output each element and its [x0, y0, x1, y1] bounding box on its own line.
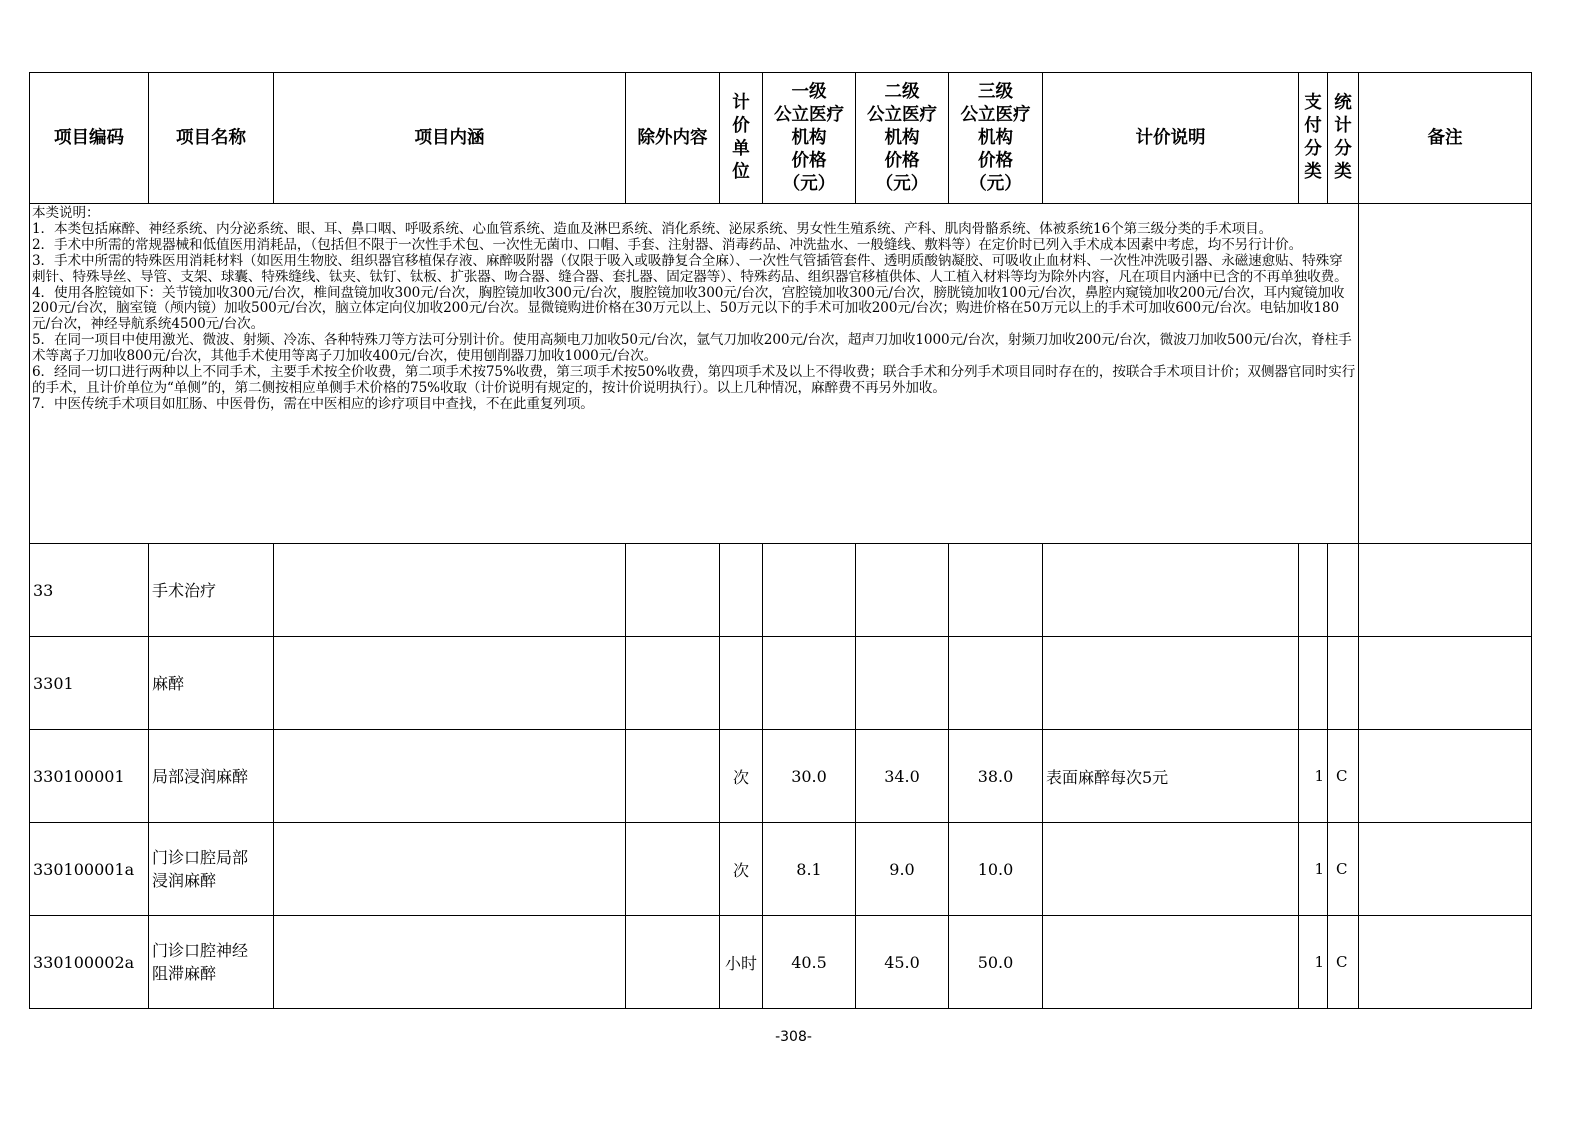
cell-code: 330100001	[30, 730, 149, 823]
header-remarks: 备注	[1359, 73, 1532, 204]
cell-statistics-class: C	[1328, 916, 1359, 1009]
cell-name: 门诊口腔神经 阻滞麻醉	[149, 916, 274, 1009]
cell-price-level1: 8.1	[763, 823, 856, 916]
cell-name: 门诊口腔局部 浸润麻醉	[149, 823, 274, 916]
cell-remarks	[1359, 823, 1532, 916]
cell-remarks	[1359, 544, 1532, 637]
header-row	[30, 73, 1532, 204]
table-row	[30, 544, 1532, 637]
header-name: 项目名称	[149, 73, 274, 204]
cell-statistics-class: C	[1328, 823, 1359, 916]
cell-content	[274, 823, 626, 916]
header-price-level2: 二级 公立医疗 机构 价格 （元）	[856, 73, 949, 204]
cell-pricing-notes: 表面麻醉每次5元	[1043, 730, 1299, 823]
cell-payment-class	[1299, 544, 1328, 637]
header-unit: 计 价 单 位	[720, 73, 763, 204]
cell-content	[274, 544, 626, 637]
cell-unit	[720, 637, 763, 730]
cell-pricing-notes	[1043, 823, 1299, 916]
table-body	[30, 544, 1532, 1009]
cell-exclusions	[626, 544, 720, 637]
header-pricing-notes: 计价说明	[1043, 73, 1299, 204]
cell-payment-class	[1299, 637, 1328, 730]
cell-content	[274, 916, 626, 1009]
cell-exclusions	[626, 637, 720, 730]
header-payment-class: 支 付 分 类	[1299, 73, 1328, 204]
header-price-level3: 三级 公立医疗 机构 价格 （元）	[949, 73, 1043, 204]
cell-price-level3: 10.0	[949, 823, 1043, 916]
cell-price-level1	[763, 544, 856, 637]
cell-price-level2: 34.0	[856, 730, 949, 823]
cell-unit: 小时	[720, 916, 763, 1009]
cell-code: 33	[30, 544, 149, 637]
cell-remarks	[1359, 637, 1532, 730]
cell-pricing-notes	[1043, 544, 1299, 637]
price-table	[29, 72, 1532, 1009]
table-row	[30, 916, 1532, 1009]
cell-pricing-notes	[1043, 916, 1299, 1009]
cell-name: 局部浸润麻醉	[149, 730, 274, 823]
category-notes-row	[30, 204, 1532, 544]
header-content: 项目内涵	[274, 73, 626, 204]
cell-price-level1	[763, 637, 856, 730]
notes-heading: 本类说明：	[32, 205, 100, 221]
category-notes	[30, 204, 1359, 544]
cell-statistics-class: C	[1328, 730, 1359, 823]
cell-remarks	[1359, 916, 1532, 1009]
note-item: 2．手术中所需的常规器械和低值医用消耗品，（包括但不限于一次性手术包、一次性无菌巾、口帽、手套、注射器、消毒药品、冲洗盐水、一般缝线、敷料等）在定价时已列入手术成本因素中考虑，均不另行计价。	[32, 236, 1303, 253]
cell-remarks	[1359, 730, 1532, 823]
note-item: 3．手术中所需的特殊医用消耗材料（如医用生物胶、组织器官移植保存液、麻醉吸附器（仅限于吸入或吸静复合全麻）、一次性气管插管套件、透明质酸钠凝胶、可吸收止血材料、一次性冲洗吸引器、永磁速愈贴、特殊穿刺针、特殊导丝、导管、支架、球囊、特殊缝线、钛夹、钛钉、钛板、扩张器、吻合器、缝合器、套扎器、固定器等）、特殊药品、组织器官移植供体、人工植入材料等均为除外内容，凡在项目内涵中已含的不再单独收费。	[32, 252, 1348, 285]
cell-unit	[720, 544, 763, 637]
cell-pricing-notes	[1043, 637, 1299, 730]
cell-price-level3	[949, 637, 1043, 730]
header-exclusions: 除外内容	[626, 73, 720, 204]
cell-exclusions	[626, 730, 720, 823]
cell-payment-class: 1	[1299, 823, 1328, 916]
page-number: -308-	[775, 1029, 812, 1045]
cell-name: 麻醉	[149, 637, 274, 730]
table-row	[30, 823, 1532, 916]
cell-price-level1: 30.0	[763, 730, 856, 823]
notes-remarks-cell	[1359, 204, 1532, 544]
cell-price-level2: 9.0	[856, 823, 949, 916]
note-item: 4．使用各腔镜如下：关节镜加收300元/台次，椎间盘镜加收300元/台次，胸腔镜加收300元/台次，腹腔镜加收300元/台次，宫腔镜加收300元/台次，膀胱镜加收100元/台次，鼻腔内窥镜加收200元/台次，耳内窥镜加收200元/台次，脑室镜（颅内镜）加收500元/台次，脑立体定向仪加收200元/台次。显微镜购进价格在30万元以上、50万元以下的手术可加收200元/台次；购进价格在50万元以上的手术可加收600元/台次。电钻加收180元/台次，神经导航系统4500元/台次。	[32, 284, 1345, 333]
cell-unit: 次	[720, 730, 763, 823]
header-price-level1: 一级 公立医疗 机构 价格 （元）	[763, 73, 856, 204]
cell-payment-class: 1	[1299, 916, 1328, 1009]
note-item: 1．本类包括麻醉、神经系统、内分泌系统、眼、耳、鼻口咽、呼吸系统、心血管系统、造血及淋巴系统、消化系统、泌尿系统、男女性生殖系统、产科、肌肉骨骼系统、体被系统16个第三级分类的手术项目。	[32, 220, 1273, 237]
header-code: 项目编码	[30, 73, 149, 204]
table-row	[30, 637, 1532, 730]
cell-statistics-class	[1328, 544, 1359, 637]
cell-code: 330100001a	[30, 823, 149, 916]
cell-price-level2: 45.0	[856, 916, 949, 1009]
cell-content	[274, 730, 626, 823]
note-item: 5．在同一项目中使用激光、微波、射频、冷冻、各种特殊刀等方法可分别计价。使用高频电刀加收50元/台次，氩气刀加收200元/台次，超声刀加收1000元/台次，射频刀加收200元/台次，微波刀加收500元/台次，脊柱手术等离子刀加收800元/台次，其他手术使用等离子刀加收400元/台次，使用刨削器刀加收1000元/台次。	[32, 332, 1352, 365]
cell-exclusions	[626, 823, 720, 916]
cell-price-level3: 38.0	[949, 730, 1043, 823]
cell-price-level3: 50.0	[949, 916, 1043, 1009]
cell-price-level2	[856, 544, 949, 637]
table-row	[30, 730, 1532, 823]
cell-exclusions	[626, 916, 720, 1009]
cell-price-level3	[949, 544, 1043, 637]
cell-price-level2	[856, 637, 949, 730]
note-item: 6．经同一切口进行两种以上不同手术，主要手术按全价收费，第二项手术按75%收费，第三项手术按50%收费，第四项手术及以上不得收费；联合手术和分列手术项目同时存在的，按联合手术项目计价；双侧器官同时实行的手术，且计价单位为“单侧”的，第二侧按相应单侧手术价格的75%收取（计价说明有规定的，按计价说明执行）。以上几种情况，麻醉费不再另外加收。	[32, 364, 1356, 396]
cell-price-level1: 40.5	[763, 916, 856, 1009]
cell-name: 手术治疗	[149, 544, 274, 637]
cell-statistics-class	[1328, 637, 1359, 730]
header-statistics-class: 统 计 分 类	[1328, 73, 1359, 204]
cell-unit: 次	[720, 823, 763, 916]
cell-code: 330100002a	[30, 916, 149, 1009]
note-item: 7．中医传统手术项目如肛肠、中医骨伤，需在中医相应的诊疗项目中查找，不在此重复列项。	[32, 395, 594, 412]
cell-content	[274, 637, 626, 730]
cell-payment-class: 1	[1299, 730, 1328, 823]
cell-code: 3301	[30, 637, 149, 730]
